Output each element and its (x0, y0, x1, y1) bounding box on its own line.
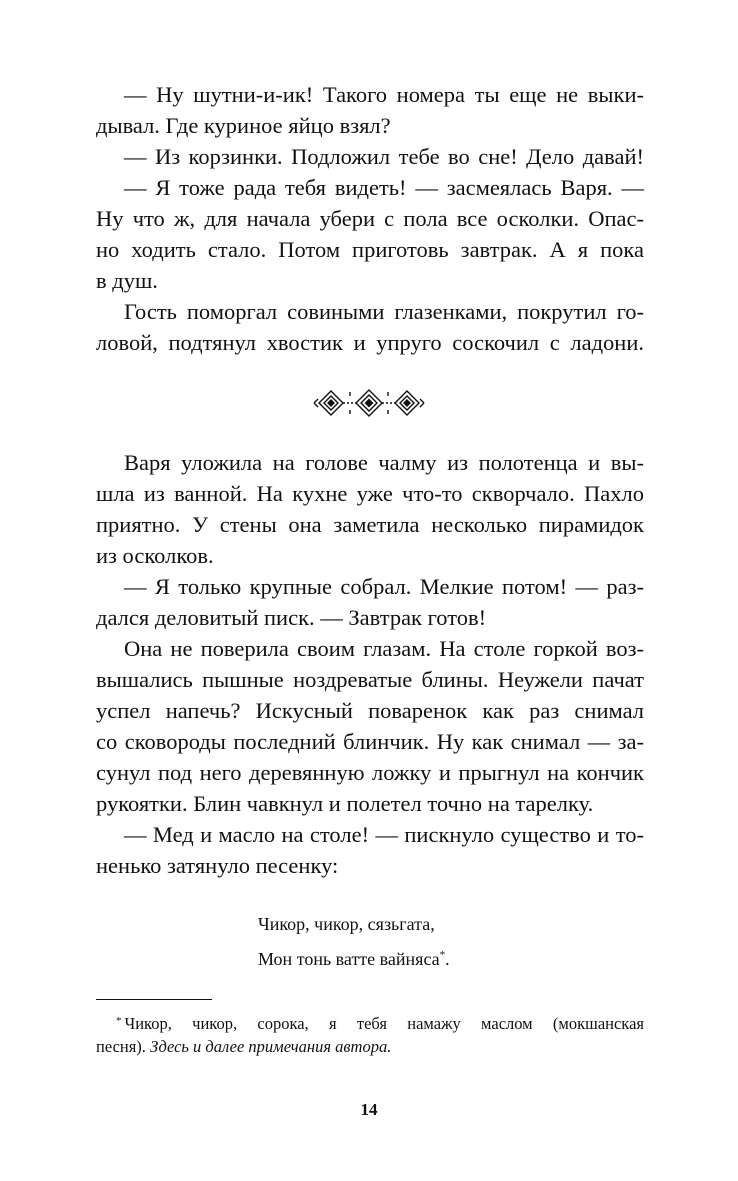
footnote-rule (96, 999, 212, 1000)
text-line: рукоятки. Блин чавкнул и полетел точно на тарелку. (96, 791, 594, 816)
text-line: из осколков. (96, 543, 214, 568)
text-line: — Я только крупные собрал. Мелкие потом! — раз- (124, 574, 644, 599)
poem-line-text: Мон тонь ватте вайняса (258, 949, 440, 969)
text-line: успел напечь? Искусный поваренок как раз снимал (96, 698, 644, 723)
footnote-text: Чикор, чикор, сорока, я тебя намажу маслом (мокшанская (124, 1014, 644, 1033)
text-line: — Я тоже рада тебя видеть! — засмеялась Варя. — (124, 175, 644, 200)
folk-ornament-icon (312, 388, 426, 418)
poem-line: Чикор, чикор, сязьгата, (258, 914, 435, 934)
text-line: сунул под него деревянную ложку и прыгнул на кончик (96, 760, 644, 785)
page-number: 14 (360, 1100, 378, 1119)
text-line: Ну что ж, для начала убери с пола все осколки. Опас- (96, 206, 644, 231)
text-line: в душ. (96, 268, 158, 293)
text-line: вышались пышные ноздреватые блины. Неужели пачат (96, 667, 644, 692)
text-line: Она не поверила своим глазам. На столе горкой воз- (124, 636, 644, 661)
footnote-author-note: Здесь и далее примечания автора. (150, 1037, 392, 1056)
text-line: Варя уложила на голове чалму из полотенца и вы- (124, 450, 644, 475)
text-line: — Мед и масло на столе! — пискнуло существо и то- (124, 822, 644, 847)
text-line: но ходить стало. Потом приготовь завтрак. А я пока (96, 237, 644, 262)
text-line: Гость поморгал совиными глазенками, покрутил го- (124, 299, 644, 324)
text-line: ловой, подтянул хвостик и упруго соскочил с ладони. (96, 330, 644, 355)
text-line: — Ну шутни-и-ик! Такого номера ты еще не выки- (124, 82, 644, 107)
poem-line (258, 940, 450, 974)
text-line: ненько затянуло песенку: (96, 853, 339, 878)
text-line: со сковороды последний блинчик. Ну как снимал — за- (96, 729, 644, 754)
text-line: дался деловитый писк. — Завтрак готов! (96, 605, 487, 630)
footnote-line (116, 1008, 644, 1037)
footnote-line (96, 1034, 644, 1060)
footnote-text: песня). (96, 1037, 151, 1056)
footnote-mark: * (116, 1015, 122, 1027)
footnote-marker: * (439, 949, 446, 961)
text-line: приятно. У стены она заметила несколько пирамидок (96, 512, 644, 537)
poem-line-period: . (445, 949, 450, 969)
text-line: дывал. Где куриное яйцо взял? (96, 113, 391, 138)
text-line: — Из корзинки. Подложил тебе во сне! Дело давай! (124, 144, 644, 169)
text-line: шла из ванной. На кухне уже что-то скворчало. Пахло (96, 481, 644, 506)
